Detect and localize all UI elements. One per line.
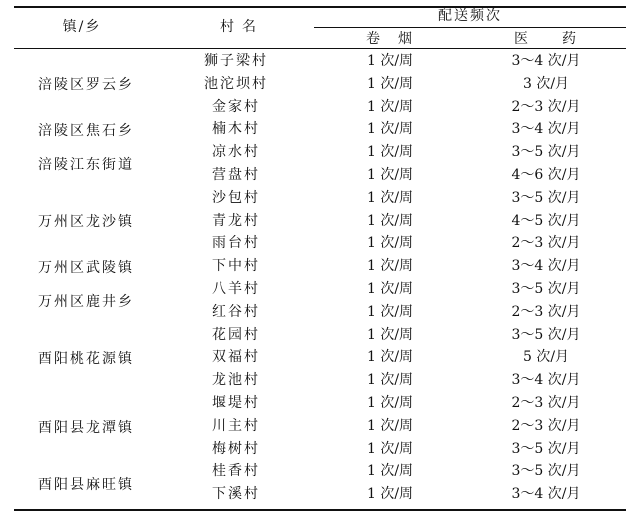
village-cell: 狮子梁村 xyxy=(204,53,268,69)
tobacco-frequency-cell: 1 次/周 xyxy=(366,349,414,365)
village-cell: 金家村 xyxy=(212,99,260,115)
medicine-frequency-cell: 4～5 次/月 xyxy=(511,213,581,229)
tobacco-frequency-cell: 1 次/周 xyxy=(366,395,414,411)
header-sub-rule xyxy=(314,27,626,28)
medicine-frequency-cell: 3～5 次/月 xyxy=(511,327,581,343)
village-cell: 花园村 xyxy=(212,327,260,343)
medicine-frequency-cell: 2～3 次/月 xyxy=(511,418,581,434)
tobacco-frequency-cell: 1 次/周 xyxy=(366,418,414,434)
town-name: 万州区鹿井乡 xyxy=(38,294,134,310)
medicine-frequency-cell: 5 次/月 xyxy=(522,349,570,365)
medicine-frequency-cell: 2～3 次/月 xyxy=(511,395,581,411)
medicine-frequency-cell: 2～3 次/月 xyxy=(511,99,581,115)
village-cell: 楠木村 xyxy=(212,121,260,137)
tobacco-frequency-cell: 1 次/周 xyxy=(366,235,414,251)
medicine-frequency-cell: 2～3 次/月 xyxy=(511,235,581,251)
medicine-frequency-cell: 3～5 次/月 xyxy=(511,281,581,297)
tobacco-frequency-cell: 1 次/周 xyxy=(366,76,414,92)
town-name: 酉阳县龙潭镇 xyxy=(38,420,134,436)
village-cell: 沙包村 xyxy=(212,190,260,206)
tobacco-frequency-cell: 1 次/周 xyxy=(366,144,414,160)
medicine-frequency-cell: 3～4 次/月 xyxy=(511,53,581,69)
village-cell: 八羊村 xyxy=(212,281,260,297)
village-cell: 池沱坝村 xyxy=(204,76,268,92)
tobacco-frequency-cell: 1 次/周 xyxy=(366,281,414,297)
village-cell: 梅树村 xyxy=(212,441,260,457)
header-tobacco: 卷 烟 xyxy=(366,31,414,47)
village-cell: 堰堤村 xyxy=(212,395,260,411)
medicine-frequency-cell: 2～3 次/月 xyxy=(511,304,581,320)
medicine-frequency-cell: 3～4 次/月 xyxy=(511,121,581,137)
tobacco-frequency-cell: 1 次/周 xyxy=(366,99,414,115)
town-name: 酉阳桃花源镇 xyxy=(38,351,134,367)
village-cell: 川主村 xyxy=(212,418,260,434)
tobacco-frequency-cell: 1 次/周 xyxy=(366,121,414,137)
medicine-frequency-cell: 3 次/月 xyxy=(522,76,570,92)
town-name: 酉阳县麻旺镇 xyxy=(38,477,134,493)
top-rule xyxy=(14,6,626,8)
village-cell: 双福村 xyxy=(212,349,260,365)
header-medicine: 医 药 xyxy=(514,31,578,47)
tobacco-frequency-cell: 1 次/周 xyxy=(366,327,414,343)
header-town: 镇/乡 xyxy=(62,19,102,35)
village-cell: 青龙村 xyxy=(212,213,260,229)
town-name: 涪陵区罗云乡 xyxy=(38,77,134,93)
village-cell: 龙池村 xyxy=(212,372,260,388)
header-frequency: 配送频次 xyxy=(438,8,502,24)
village-cell: 雨台村 xyxy=(212,235,260,251)
tobacco-frequency-cell: 1 次/周 xyxy=(366,463,414,479)
village-cell: 红谷村 xyxy=(212,304,260,320)
tobacco-frequency-cell: 1 次/周 xyxy=(366,372,414,388)
medicine-frequency-cell: 3～5 次/月 xyxy=(511,190,581,206)
tobacco-frequency-cell: 1 次/周 xyxy=(366,213,414,229)
tobacco-frequency-cell: 1 次/周 xyxy=(366,441,414,457)
tobacco-frequency-cell: 1 次/周 xyxy=(366,53,414,69)
medicine-frequency-cell: 3～5 次/月 xyxy=(511,144,581,160)
medicine-frequency-cell: 4～6 次/月 xyxy=(511,167,581,183)
town-name: 涪陵区焦石乡 xyxy=(38,123,134,139)
tobacco-frequency-cell: 1 次/周 xyxy=(366,167,414,183)
medicine-frequency-cell: 3～4 次/月 xyxy=(511,258,581,274)
village-cell: 凉水村 xyxy=(212,144,260,160)
town-name: 万州区武陵镇 xyxy=(38,260,134,276)
village-cell: 营盘村 xyxy=(212,167,260,183)
medicine-frequency-cell: 3～5 次/月 xyxy=(511,441,581,457)
medicine-frequency-cell: 3～4 次/月 xyxy=(511,486,581,502)
village-cell: 桂香村 xyxy=(212,463,260,479)
town-name: 万州区龙沙镇 xyxy=(38,214,134,230)
tobacco-frequency-cell: 1 次/周 xyxy=(366,190,414,206)
tobacco-frequency-cell: 1 次/周 xyxy=(366,304,414,320)
header-rule xyxy=(14,48,626,49)
medicine-frequency-cell: 3～4 次/月 xyxy=(511,372,581,388)
tobacco-frequency-cell: 1 次/周 xyxy=(366,486,414,502)
tobacco-frequency-cell: 1 次/周 xyxy=(366,258,414,274)
village-cell: 下中村 xyxy=(212,258,260,274)
bottom-rule xyxy=(14,509,626,511)
medicine-frequency-cell: 3～5 次/月 xyxy=(511,463,581,479)
header-village: 村名 xyxy=(220,19,264,35)
town-name: 涪陵江东街道 xyxy=(38,157,134,173)
village-cell: 下溪村 xyxy=(212,486,260,502)
